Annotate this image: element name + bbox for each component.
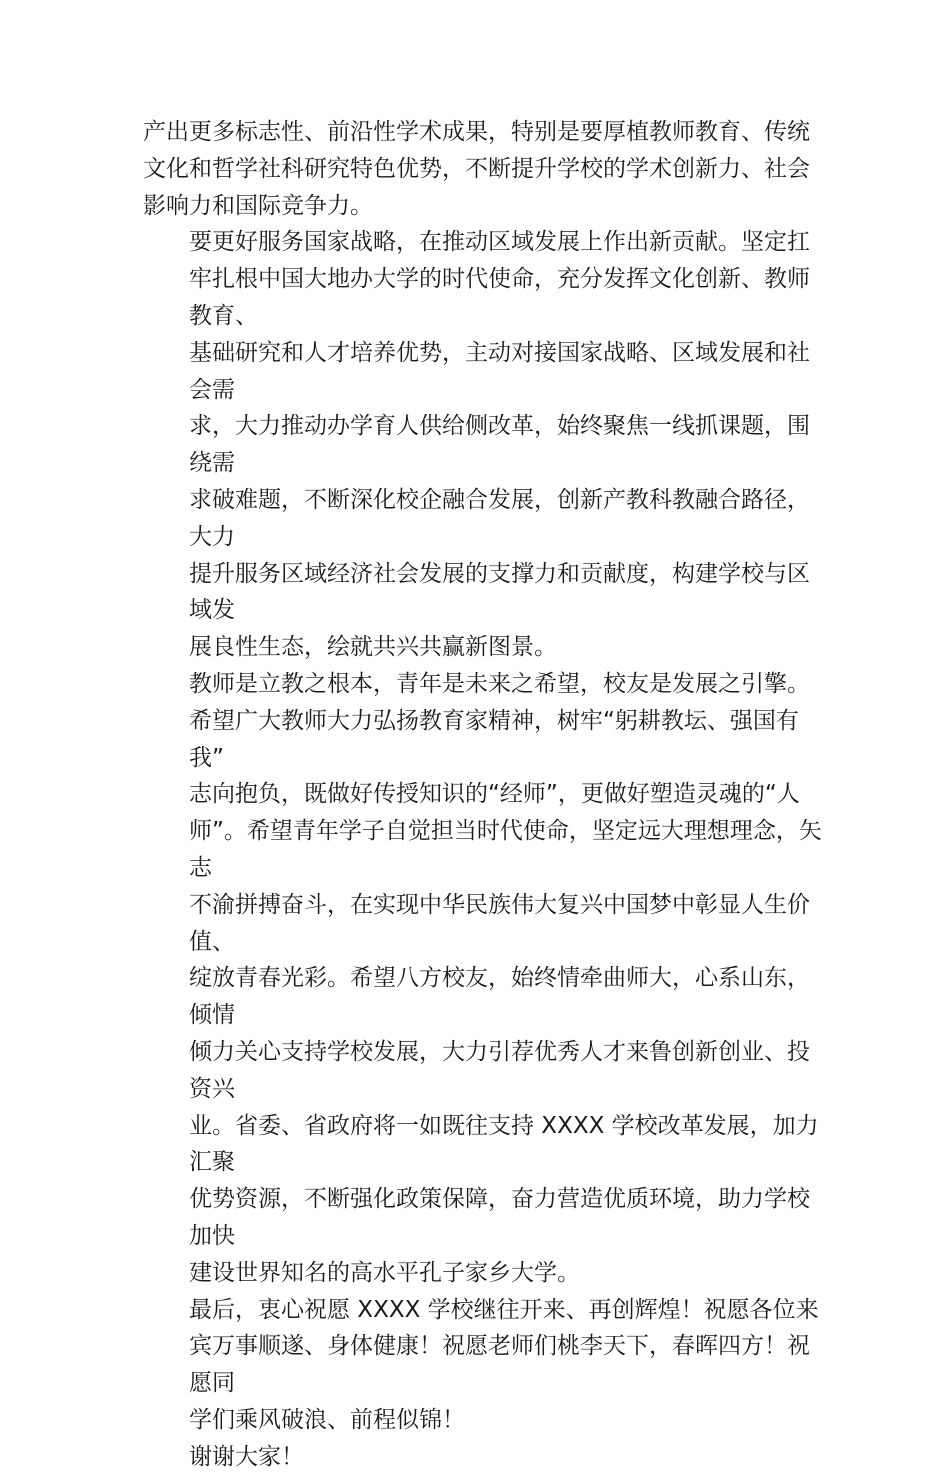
paragraph-closing-wishes: 最后，衷心祝愿 XXXX 学校继往开来、再创辉煌！祝愿各位来 宾万事顺遂、身体健康！祝愿老师们桃李天下，春晖四方！祝愿同 学们乘风破浪、前程似锦！	[189, 1296, 819, 1433]
paragraph-continuation: 产出更多标志性、前沿性学术成果，特别是要厚植教师教育、传统 文化和哲学社科研究特色优势，不断提升学校的学术创新力、社会 影响力和国际竞争力。	[143, 119, 810, 219]
paragraph-teachers-youth-alumni: 教师是立教之根本，青年是未来之希望，校友是发展之引擎。 希望广大教师大力弘扬教育家精神，树牢“躬耕教坛、强国有我” 志向抱负，既做好传授知识的“经师”，更做好塑造灵魂的“人 师”。希望青年学子自觉担当时代使命，坚定远大理想理念，矢志 不渝拼搏奋斗，在实现中华民族伟大复兴中国梦中彰显人生价值、 绽放青春光彩。希望八方校友，始终情牵曲师大，心系山东，倾情 倾力关心支持学校发展，大力引荐优秀人才来鲁创新创业、投资兴 业。省委、省政府将一如既往支持 XXXX 学校改革发展，加力汇聚 优势资源，不断强化政策保障，奋力营造优质环境，助力学校加快 建设世界知名的高水平孔子家乡大学。	[189, 670, 822, 1286]
paragraph-national-strategy: 要更好服务国家战略，在推动区域发展上作出新贡献。坚定扛 牢扎根中国大地办大学的时代使命，充分发挥文化创新、教师教育、 基础研究和人才培养优势，主动对接国家战略、区域发展和社会需 求，大力推动办学育人供给侧改革，始终聚焦一线抓课题，围绕需 求破难题，不断深化校企融合发展，创新产教科教融合路径，大力 提升服务区域经济社会发展的支撑力和贡献度，构建学校与区域发 展良性生态，绘就共兴共赢新图景。	[189, 229, 810, 661]
document-body	[143, 114, 823, 1475]
paragraph-thanks: 谢谢大家！	[189, 1443, 304, 1470]
